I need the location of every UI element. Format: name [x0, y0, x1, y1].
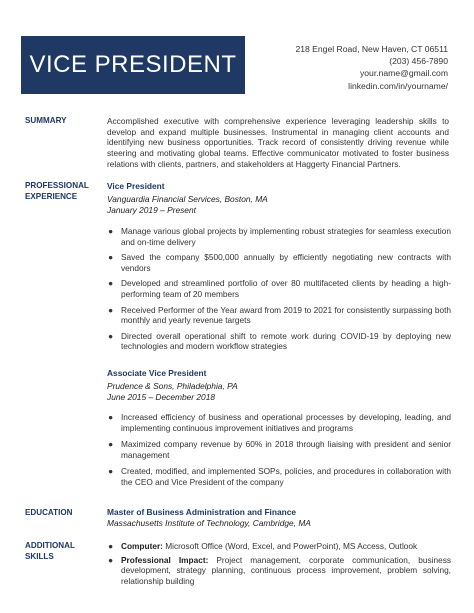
job-bullet: ● Increased efficiency of business and operational processes by developing, leading, and implementing continuous improvement initiatives and programs — [108, 412, 451, 433]
job-entry-2 — [107, 368, 451, 488]
bullet-icon: ● — [108, 330, 114, 341]
contact-block — [295, 43, 448, 92]
skills-label-line-2: SKILLS — [25, 551, 54, 561]
bullet-icon: ● — [108, 554, 114, 565]
experience-label-line-1: PROFESSIONAL — [25, 181, 89, 190]
job-dates: June 2015 – December 2018 — [107, 392, 216, 402]
job-dates: January 2019 – Present — [107, 205, 196, 215]
job-bullet: ● Directed overall operational shift to remote work during COVID-19 by deploying new technologies and modern workflow strategies — [108, 330, 451, 352]
bullet-icon: ● — [108, 541, 114, 551]
resume-title: VICE PRESIDENT — [29, 51, 237, 78]
job-bullet: ● Received Performer of the Year award from 2019 to 2021 for consistently surpassing both monthly and yearly revenue targets — [108, 304, 451, 326]
job-bullets — [107, 412, 451, 488]
education-degree: Master of Business Administration and Finance — [107, 507, 297, 517]
skill-key: Professional Impact: — [121, 554, 209, 565]
contact-phone[interactable]: (203) 456-7890 — [389, 56, 448, 67]
summary-label: SUMMARY — [25, 116, 67, 125]
job-bullet: ● Manage various global projects by implementing robust strategies for seamless execution and on-time delivery — [108, 226, 451, 247]
skill-value: Project management, corporate communication, business development, strategy planning, continuous process improvement, problem solving, relationship building — [121, 554, 451, 586]
job-title: Vice President — [107, 181, 165, 191]
job-bullet: ● Maximized company revenue by 60% in 2018 through liaising with president and senior management — [108, 439, 451, 460]
skills-label — [25, 541, 75, 562]
contact-address: 218 Engel Road, New Haven, CT 06511 — [295, 44, 448, 54]
bullet-icon: ● — [108, 304, 114, 315]
job-entry-1 — [107, 181, 451, 352]
skills-list — [107, 541, 451, 586]
job-bullet: ● Developed and streamlined portfolio of over 80 multifaceted clients by heading a high-performing team of 20 members — [108, 278, 451, 299]
bullet-icon: ● — [108, 412, 114, 422]
education-school: Massachusetts Institute of Technology, Cambridge, MA — [107, 518, 311, 528]
bullet-icon: ● — [108, 252, 114, 263]
job-bullets — [107, 226, 451, 352]
bullet-icon: ● — [108, 466, 114, 477]
experience-label-line-2: EXPERIENCE — [25, 191, 78, 201]
bullet-icon: ● — [108, 278, 114, 289]
skill-item — [107, 541, 451, 552]
education-entry — [107, 507, 451, 529]
skill-value: Microsoft Office (Word, Excel, and PowerPoint), MS Access, Outlook — [165, 541, 418, 551]
job-company: Prudence & Sons, Philadelphia, PA — [107, 381, 238, 391]
bullet-icon: ● — [108, 439, 114, 450]
job-bullet: ● Created, modified, and implemented SOPs, policies, and procedures in collaboration with the CEO and Vice President of the company — [108, 466, 451, 487]
contact-linkedin[interactable]: linkedin.com/in/yourname/ — [348, 80, 448, 91]
summary-text: Accomplished executive with comprehensive experience leveraging leadership skills to develop and expand multiple businesses. Instrumental in managing client accounts and identifying new business opportunities. Track record of consistently driving revenue while steering and motivating global teams. Effective communicator motivated to foster business relations with clients, partners, and stakeholders at Haggerty Financial Partners. — [107, 116, 449, 169]
experience-label — [25, 181, 89, 202]
job-company: Vanguardia Financial Services, Boston, MA — [107, 194, 268, 204]
education-label: EDUCATION — [25, 508, 73, 517]
job-bullet: ● Saved the company $500,000 annually by efficiently negotiating new contracts with vendors — [108, 252, 451, 273]
job-title: Associate Vice President — [107, 368, 207, 378]
resume-title-banner — [21, 36, 245, 94]
contact-email[interactable]: your.name@gmail.com — [359, 68, 448, 79]
skill-item — [107, 555, 451, 587]
skill-key: Computer: — [121, 541, 163, 551]
bullet-icon: ● — [108, 226, 114, 236]
skills-label-line-1: ADDITIONAL — [25, 541, 75, 550]
